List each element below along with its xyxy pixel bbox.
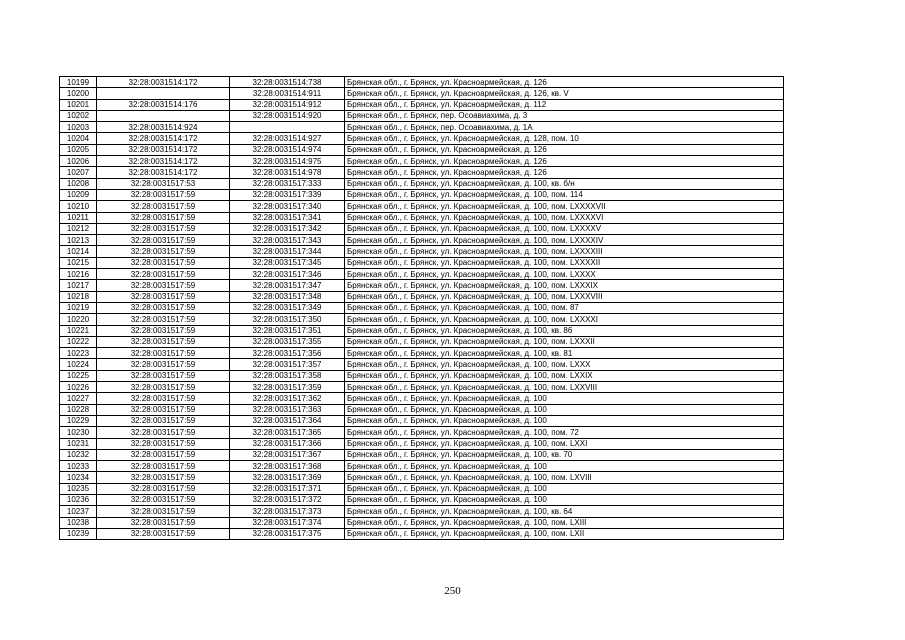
cadastral-number-cell: 32:28:0031517:375 [230,528,345,539]
cadastral-number-cell: 32:28:0031517:363 [230,404,345,415]
row-number-cell: 10218 [60,291,97,302]
address-cell: Брянская обл., г. Брянск, ул. Красноармейская, д. 100, пом. LXXXVIII [345,291,784,302]
table-row [60,99,784,110]
table-row [60,201,784,212]
address-cell: Брянская обл., г. Брянск, ул. Красноармейская, д. 100, пом. LXXXXII [345,257,784,268]
cadastral-number-cell: 32:28:0031517:372 [230,494,345,505]
table-row [60,415,784,426]
address-cell: Брянская обл., г. Брянск, ул. Красноармейская, д. 100 [345,415,784,426]
row-number-cell: 10233 [60,461,97,472]
parent-cadastral-number-cell [97,88,230,99]
address-cell: Брянская обл., г. Брянск, ул. Красноармейская, д. 126 [345,77,784,88]
cadastral-number-cell: 32:28:0031517:333 [230,178,345,189]
address-cell: Брянская обл., г. Брянск, ул. Красноармейская, д. 126 [345,144,784,155]
parent-cadastral-number-cell: 32:28:0031514:172 [97,133,230,144]
row-number-cell: 10213 [60,235,97,246]
address-cell: Брянская обл., г. Брянск, ул. Красноармейская, д. 100, пом. LXXXXVI [345,212,784,223]
cadastral-number-cell: 32:28:0031517:358 [230,370,345,381]
address-cell: Брянская обл., г. Брянск, ул. Красноармейская, д. 100, пом. LXII [345,528,784,539]
row-number-cell: 10202 [60,110,97,121]
cadastral-number-cell: 32:28:0031514:912 [230,99,345,110]
table-row [60,280,784,291]
cadastral-number-cell: 32:28:0031514:738 [230,77,345,88]
cadastral-number-cell: 32:28:0031517:345 [230,257,345,268]
table-row [60,517,784,528]
parent-cadastral-number-cell: 32:28:0031517:59 [97,506,230,517]
address-cell: Брянская обл., г. Брянск, ул. Красноармейская, д. 100, кв. б/н [345,178,784,189]
address-cell: Брянская обл., г. Брянск, ул. Красноармейская, д. 100, пом. LXXXIX [345,280,784,291]
cadastral-number-cell: 32:28:0031517:350 [230,314,345,325]
table-row [60,167,784,178]
address-cell: Брянская обл., г. Брянск, ул. Красноармейская, д. 100, пом. 114 [345,189,784,200]
row-number-cell: 10221 [60,325,97,336]
row-number-cell: 10239 [60,528,97,539]
row-number-cell: 10203 [60,122,97,133]
table-row [60,393,784,404]
address-cell: Брянская обл., г. Брянск, ул. Красноармейская, д. 100 [345,494,784,505]
table-row [60,235,784,246]
table-row [60,314,784,325]
cadastral-number-cell [230,122,345,133]
parent-cadastral-number-cell: 32:28:0031517:59 [97,314,230,325]
table-row [60,77,784,88]
table-row [60,483,784,494]
address-cell: Брянская обл., г. Брянск, ул. Красноармейская, д. 100, пом. 72 [345,427,784,438]
row-number-cell: 10212 [60,223,97,234]
row-number-cell: 10228 [60,404,97,415]
table-row [60,528,784,539]
row-number-cell: 10222 [60,336,97,347]
address-cell: Брянская обл., г. Брянск, ул. Красноармейская, д. 100 [345,404,784,415]
table-row [60,291,784,302]
address-cell: Брянская обл., г. Брянск, пер. Осоавиахима, д. 3 [345,110,784,121]
row-number-cell: 10225 [60,370,97,381]
address-cell: Брянская обл., г. Брянск, ул. Красноармейская, д. 100, пом. LXVIII [345,472,784,483]
cadastral-number-cell: 32:28:0031514:978 [230,167,345,178]
parent-cadastral-number-cell: 32:28:0031517:59 [97,370,230,381]
parent-cadastral-number-cell: 32:28:0031514:172 [97,156,230,167]
cadastral-number-cell: 32:28:0031514:920 [230,110,345,121]
parent-cadastral-number-cell: 32:28:0031517:59 [97,461,230,472]
parent-cadastral-number-cell: 32:28:0031517:59 [97,291,230,302]
row-number-cell: 10205 [60,144,97,155]
parent-cadastral-number-cell: 32:28:0031517:59 [97,302,230,313]
cadastral-number-cell: 32:28:0031517:357 [230,359,345,370]
table-row [60,122,784,133]
table-row [60,506,784,517]
row-number-cell: 10237 [60,506,97,517]
address-cell: Брянская обл., г. Брянск, ул. Красноармейская, д. 100, кв. 86 [345,325,784,336]
parent-cadastral-number-cell: 32:28:0031517:59 [97,528,230,539]
parent-cadastral-number-cell: 32:28:0031517:59 [97,449,230,460]
table-row [60,144,784,155]
cadastral-number-cell: 32:28:0031517:355 [230,336,345,347]
row-number-cell: 10234 [60,472,97,483]
parent-cadastral-number-cell: 32:28:0031517:53 [97,178,230,189]
table-row [60,246,784,257]
address-cell: Брянская обл., г. Брянск, ул. Красноармейская, д. 112 [345,99,784,110]
row-number-cell: 10219 [60,302,97,313]
address-cell: Брянская обл., г. Брянск, ул. Красноармейская, д. 100, пом. 87 [345,302,784,313]
cadastral-number-cell: 32:28:0031517:347 [230,280,345,291]
row-number-cell: 10201 [60,99,97,110]
address-cell: Брянская обл., г. Брянск, ул. Красноармейская, д. 100, пом. LXXXXI [345,314,784,325]
cadastral-number-cell: 32:28:0031517:340 [230,201,345,212]
parent-cadastral-number-cell: 32:28:0031514:172 [97,77,230,88]
table-row [60,133,784,144]
parent-cadastral-number-cell: 32:28:0031517:59 [97,382,230,393]
row-number-cell: 10204 [60,133,97,144]
parent-cadastral-number-cell: 32:28:0031517:59 [97,348,230,359]
table-row [60,269,784,280]
cadastral-number-cell: 32:28:0031517:351 [230,325,345,336]
row-number-cell: 10200 [60,88,97,99]
parent-cadastral-number-cell: 32:28:0031517:59 [97,483,230,494]
cadastral-number-cell: 32:28:0031517:371 [230,483,345,494]
parent-cadastral-number-cell: 32:28:0031517:59 [97,325,230,336]
parent-cadastral-number-cell: 32:28:0031517:59 [97,257,230,268]
table-row [60,223,784,234]
cadastral-number-cell: 32:28:0031517:373 [230,506,345,517]
cadastral-number-cell: 32:28:0031517:342 [230,223,345,234]
cadastral-number-cell: 32:28:0031517:366 [230,438,345,449]
row-number-cell: 10224 [60,359,97,370]
row-number-cell: 10214 [60,246,97,257]
address-cell: Брянская обл., г. Брянск, ул. Красноармейская, д. 100, кв. 64 [345,506,784,517]
address-cell: Брянская обл., г. Брянск, ул. Красноармейская, д. 100 [345,461,784,472]
parent-cadastral-number-cell: 32:28:0031517:59 [97,415,230,426]
table-row [60,348,784,359]
parent-cadastral-number-cell: 32:28:0031517:59 [97,472,230,483]
table-row [60,156,784,167]
address-cell: Брянская обл., г. Брянск, ул. Красноармейская, д. 100, пом. LXXX [345,359,784,370]
cadastral-number-cell: 32:28:0031517:362 [230,393,345,404]
parent-cadastral-number-cell: 32:28:0031514:172 [97,167,230,178]
row-number-cell: 10220 [60,314,97,325]
parent-cadastral-number-cell: 32:28:0031514:172 [97,144,230,155]
address-cell: Брянская обл., г. Брянск, ул. Красноармейская, д. 126, кв. V [345,88,784,99]
parent-cadastral-number-cell: 32:28:0031517:59 [97,494,230,505]
cadastral-number-cell: 32:28:0031517:365 [230,427,345,438]
row-number-cell: 10216 [60,269,97,280]
address-cell: Брянская обл., г. Брянск, ул. Красноармейская, д. 100, пом. LXXXX [345,269,784,280]
parent-cadastral-number-cell: 32:28:0031517:59 [97,189,230,200]
cadastral-number-cell: 32:28:0031517:349 [230,302,345,313]
row-number-cell: 10199 [60,77,97,88]
cadastral-number-cell: 32:28:0031517:374 [230,517,345,528]
parent-cadastral-number-cell: 32:28:0031517:59 [97,404,230,415]
table-row [60,257,784,268]
address-cell: Брянская обл., г. Брянск, ул. Красноармейская, д. 126 [345,156,784,167]
row-number-cell: 10211 [60,212,97,223]
address-cell: Брянская обл., г. Брянск, ул. Красноармейская, д. 100, пом. LXXVIII [345,382,784,393]
cadastral-number-cell: 32:28:0031517:364 [230,415,345,426]
table-row [60,472,784,483]
cadastral-number-cell: 32:28:0031514:927 [230,133,345,144]
table-row [60,370,784,381]
table-row [60,461,784,472]
table-row [60,382,784,393]
table-row [60,110,784,121]
cadastral-number-cell: 32:28:0031517:348 [230,291,345,302]
cadastral-number-cell: 32:28:0031514:974 [230,144,345,155]
address-cell: Брянская обл., г. Брянск, ул. Красноармейская, д. 126 [345,167,784,178]
parent-cadastral-number-cell: 32:28:0031517:59 [97,246,230,257]
cadastral-number-cell: 32:28:0031517:359 [230,382,345,393]
address-cell: Брянская обл., г. Брянск, ул. Красноармейская, д. 100 [345,393,784,404]
row-number-cell: 10227 [60,393,97,404]
table-row [60,359,784,370]
row-number-cell: 10230 [60,427,97,438]
table-row [60,178,784,189]
parent-cadastral-number-cell: 32:28:0031517:59 [97,393,230,404]
address-cell: Брянская обл., г. Брянск, ул. Красноармейская, д. 128, пом. 10 [345,133,784,144]
address-cell: Брянская обл., г. Брянск, ул. Красноармейская, д. 100, пом. LXXXXIV [345,235,784,246]
cadastral-number-cell: 32:28:0031517:339 [230,189,345,200]
table-row [60,88,784,99]
cadastral-number-cell: 32:28:0031514:911 [230,88,345,99]
row-number-cell: 10217 [60,280,97,291]
row-number-cell: 10208 [60,178,97,189]
parent-cadastral-number-cell: 32:28:0031517:59 [97,269,230,280]
address-cell: Брянская обл., г. Брянск, ул. Красноармейская, д. 100, пом. LXIII [345,517,784,528]
parent-cadastral-number-cell: 32:28:0031514:924 [97,122,230,133]
table-row [60,449,784,460]
address-cell: Брянская обл., г. Брянск, ул. Красноармейская, д. 100, пом. LXXXXV [345,223,784,234]
cadastral-number-cell: 32:28:0031517:343 [230,235,345,246]
cadastral-number-cell: 32:28:0031517:341 [230,212,345,223]
table-row [60,438,784,449]
table-row [60,427,784,438]
parent-cadastral-number-cell: 32:28:0031517:59 [97,223,230,234]
row-number-cell: 10207 [60,167,97,178]
parent-cadastral-number-cell: 32:28:0031517:59 [97,235,230,246]
parent-cadastral-number-cell: 32:28:0031514:176 [97,99,230,110]
cadastral-number-cell: 32:28:0031517:344 [230,246,345,257]
address-cell: Брянская обл., г. Брянск, ул. Красноармейская, д. 100, пом. LXXXXIII [345,246,784,257]
registry-table [59,76,784,540]
row-number-cell: 10210 [60,201,97,212]
address-cell: Брянская обл., г. Брянск, ул. Красноармейская, д. 100, пом. LXXI [345,438,784,449]
cadastral-number-cell: 32:28:0031517:369 [230,472,345,483]
parent-cadastral-number-cell: 32:28:0031517:59 [97,517,230,528]
parent-cadastral-number-cell [97,110,230,121]
cadastral-number-cell: 32:28:0031517:367 [230,449,345,460]
table-row [60,212,784,223]
parent-cadastral-number-cell: 32:28:0031517:59 [97,280,230,291]
address-cell: Брянская обл., г. Брянск, ул. Красноармейская, д. 100, кв. 81 [345,348,784,359]
table-row [60,336,784,347]
parent-cadastral-number-cell: 32:28:0031517:59 [97,336,230,347]
table-row [60,189,784,200]
address-cell: Брянская обл., г. Брянск, ул. Красноармейская, д. 100, пом. LXXIX [345,370,784,381]
row-number-cell: 10215 [60,257,97,268]
address-cell: Брянская обл., г. Брянск, ул. Красноармейская, д. 100, кв. 70 [345,449,784,460]
cadastral-number-cell: 32:28:0031517:368 [230,461,345,472]
cadastral-number-cell: 32:28:0031517:346 [230,269,345,280]
registry-table-body [60,77,784,540]
table-row [60,325,784,336]
table-row [60,494,784,505]
cadastral-number-cell: 32:28:0031517:356 [230,348,345,359]
row-number-cell: 10232 [60,449,97,460]
row-number-cell: 10226 [60,382,97,393]
parent-cadastral-number-cell: 32:28:0031517:59 [97,201,230,212]
table-row [60,302,784,313]
row-number-cell: 10223 [60,348,97,359]
parent-cadastral-number-cell: 32:28:0031517:59 [97,359,230,370]
address-cell: Брянская обл., г. Брянск, ул. Красноармейская, д. 100, пом. LXXXII [345,336,784,347]
address-cell: Брянская обл., г. Брянск, ул. Красноармейская, д. 100 [345,483,784,494]
parent-cadastral-number-cell: 32:28:0031517:59 [97,427,230,438]
page-number: 250 [444,585,461,597]
row-number-cell: 10229 [60,415,97,426]
cadastral-number-cell: 32:28:0031514:975 [230,156,345,167]
parent-cadastral-number-cell: 32:28:0031517:59 [97,438,230,449]
row-number-cell: 10235 [60,483,97,494]
address-cell: Брянская обл., г. Брянск, ул. Красноармейская, д. 100, пом. LXXXXVII [345,201,784,212]
row-number-cell: 10236 [60,494,97,505]
table-row [60,404,784,415]
address-cell: Брянская обл., г. Брянск, пер. Осоавиахима, д. 1А [345,122,784,133]
parent-cadastral-number-cell: 32:28:0031517:59 [97,212,230,223]
row-number-cell: 10206 [60,156,97,167]
row-number-cell: 10231 [60,438,97,449]
row-number-cell: 10238 [60,517,97,528]
row-number-cell: 10209 [60,189,97,200]
